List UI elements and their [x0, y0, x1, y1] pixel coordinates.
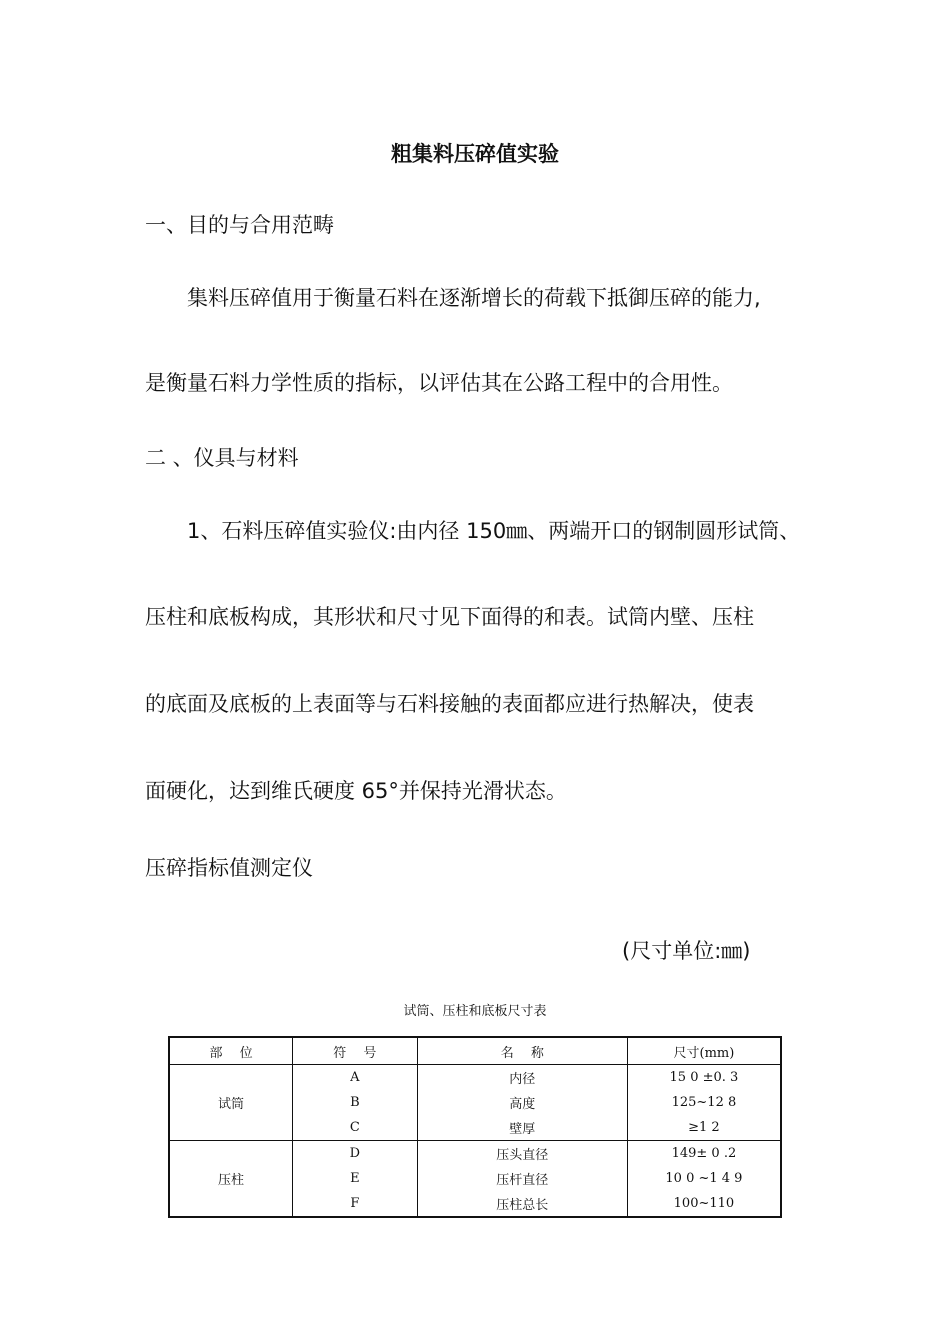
- symbol-cell: D: [293, 1141, 418, 1167]
- name-cell: 高度: [417, 1090, 627, 1115]
- dimension-table: [168, 1036, 782, 1218]
- section-2-paragraph-line-2: 压柱和底板构成，其形状和尺寸见下面得的和表。试筒内壁、压柱: [145, 605, 754, 629]
- name-cell: 压头直径: [417, 1141, 627, 1167]
- figure-label: 压碎指标值测定仪: [145, 856, 313, 880]
- section-2-paragraph-line-3: 的底面及底板的上表面等与石料接触的表面都应进行热解决，使表: [145, 692, 754, 716]
- header-symbol: 符 号: [293, 1037, 418, 1065]
- section-2-heading: 二 、仪具与材料: [145, 446, 299, 470]
- size-cell: 10 0 ~1 4 9: [627, 1166, 781, 1191]
- header-size: 尺寸(mm): [627, 1037, 781, 1065]
- symbol-cell: C: [293, 1115, 418, 1141]
- size-cell: 100~110: [627, 1191, 781, 1217]
- name-cell: 内径: [417, 1065, 627, 1091]
- document-title: 粗集料压碎值实验: [391, 142, 559, 166]
- part-cell-plunger: 压柱: [169, 1141, 293, 1218]
- symbol-cell: F: [293, 1191, 418, 1217]
- symbol-cell: A: [293, 1065, 418, 1091]
- section-1-paragraph-line-2: 是衡量石料力学性质的指标，以评估其在公路工程中的合用性。: [145, 371, 733, 395]
- table-header-row: [169, 1037, 781, 1065]
- size-cell: ≥1 2: [627, 1115, 781, 1141]
- unit-note: (尺寸单位:㎜): [622, 939, 751, 963]
- table-row: [169, 1141, 781, 1167]
- symbol-cell: E: [293, 1166, 418, 1191]
- name-cell: 壁厚: [417, 1115, 627, 1141]
- name-cell: 压柱总长: [417, 1191, 627, 1217]
- section-1-paragraph-line-1: 集料压碎值用于衡量石料在逐渐增长的荷载下抵御压碎的能力,: [187, 286, 761, 310]
- size-cell: 15 0 ±0. 3: [627, 1065, 781, 1091]
- table-caption: 试筒、压柱和底板尺寸表: [403, 1004, 547, 1019]
- section-1-heading: 一、目的与合用范畴: [145, 213, 334, 237]
- part-cell-cylinder: 试筒: [169, 1065, 293, 1141]
- size-cell: 125~12 8: [627, 1090, 781, 1115]
- header-name: 名 称: [417, 1037, 627, 1065]
- size-cell: 149± 0 .2: [627, 1141, 781, 1167]
- name-cell: 压杆直径: [417, 1166, 627, 1191]
- symbol-cell: B: [293, 1090, 418, 1115]
- section-2-paragraph-line-4: 面硬化，达到维氏硬度 65°并保持光滑状态。: [145, 779, 567, 803]
- header-part: 部 位: [169, 1037, 293, 1065]
- table-row: [169, 1065, 781, 1091]
- section-2-paragraph-line-1: 1、石料压碎值实验仪:由内径 150㎜、两端开口的钢制圆形试筒、: [187, 519, 801, 543]
